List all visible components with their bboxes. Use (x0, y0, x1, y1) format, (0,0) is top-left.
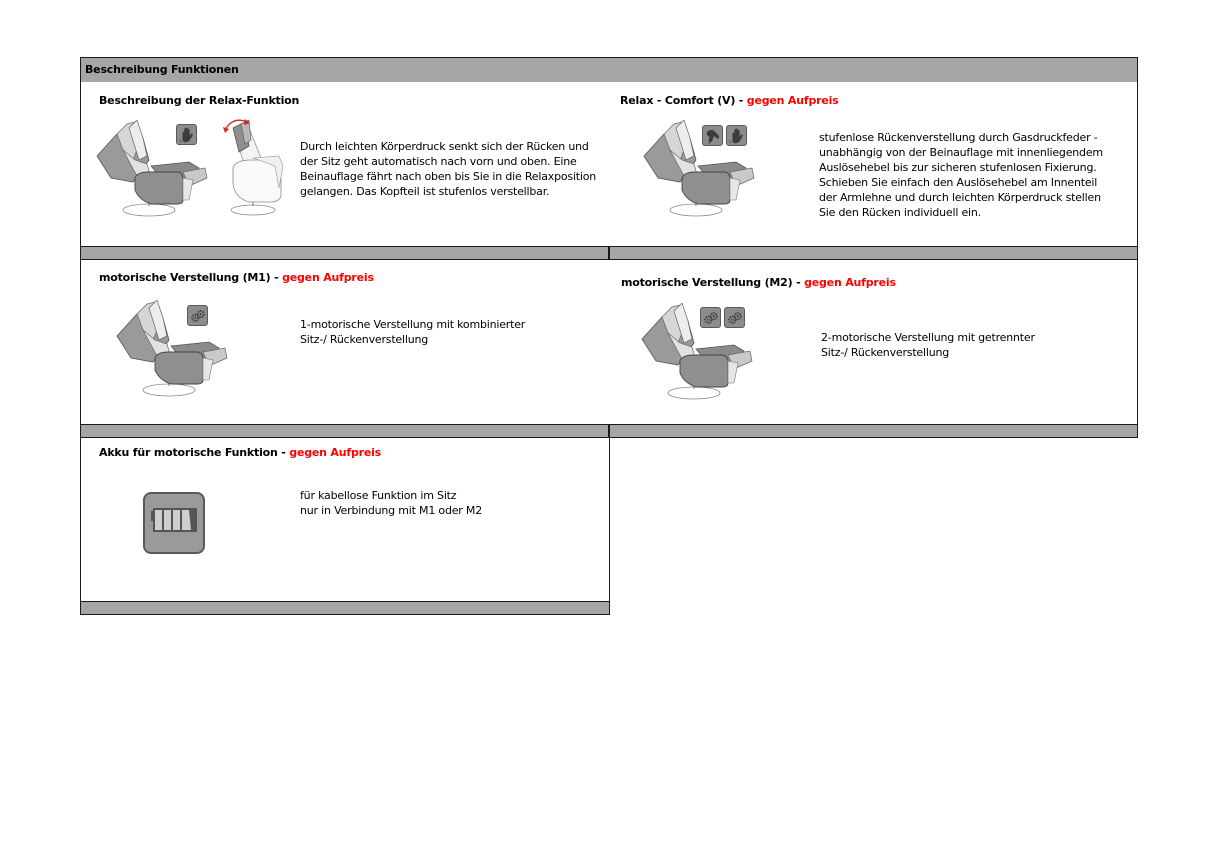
section-title (99, 94, 299, 107)
description-line: Beinauflage fährt nach oben bis Sie in die Relaxposition (300, 170, 597, 183)
section-m2 (608, 260, 1138, 425)
section-title-text: motorische Verstellung (M1) - (99, 271, 283, 284)
description-line: für kabellose Funktion im Sitz (300, 489, 457, 502)
section-description (819, 130, 1103, 220)
section-title (620, 94, 839, 107)
section-description (300, 317, 525, 347)
section-title-text: Beschreibung der Relax-Funktion (99, 94, 300, 107)
motor-gears-icon (700, 307, 721, 328)
section-title-text: Relax - Comfort (V) - (620, 94, 747, 107)
hand-push-icon (176, 124, 197, 145)
price-note: gegen Aufpreis (282, 271, 374, 284)
table-title: Beschreibung Funktionen (85, 63, 239, 76)
recliner-chair-illustration (109, 300, 231, 400)
hand-push-icon (726, 125, 747, 146)
description-line: unabhängig von der Beinauflage mit innenliegendem (819, 146, 1103, 159)
description-line: Sitz-/ Rückenverstellung (300, 333, 429, 346)
description-line: 1-motorische Verstellung mit kombinierter (300, 318, 526, 331)
section-title-text: motorische Verstellung (M2) - (621, 276, 805, 289)
description-line: Durch leichten Körperdruck senkt sich der Rücken und (300, 140, 589, 153)
description-line: 2-motorische Verstellung mit getrennter (821, 331, 1035, 344)
section-description (300, 488, 482, 518)
section-title (621, 276, 896, 289)
row-separator (80, 601, 610, 615)
table-header (80, 57, 1138, 83)
description-line: Auslösehebel bis zur sicheren stufenlosen Fixierung. (819, 161, 1097, 174)
section-title (99, 271, 374, 284)
lever-hand-icon (702, 125, 723, 146)
description-line: Sie den Rücken individuell ein. (819, 206, 981, 219)
motor-gears-icon (724, 307, 745, 328)
column-divider (608, 246, 610, 260)
section-relax-comfort (608, 82, 1138, 247)
description-line: der Sitz geht automatisch nach vorn und oben. Eine (300, 155, 577, 168)
section-title-text: Akku für motorische Funktion - (99, 446, 290, 459)
description-line: Schieben Sie einfach den Auslösehebel am Innenteil (819, 176, 1098, 189)
battery-icon (143, 492, 205, 554)
section-description (821, 330, 1035, 360)
description-line: der Armlehne und durch leichten Körperdruck stellen (819, 191, 1101, 204)
price-note: gegen Aufpreis (289, 446, 382, 459)
section-m1 (80, 260, 610, 425)
description-line: nur in Verbindung mit M1 oder M2 (300, 504, 483, 517)
description-line: stufenlose Rückenverstellung durch Gasdruckfeder - (819, 131, 1098, 144)
column-divider (608, 424, 610, 438)
price-note: gegen Aufpreis (804, 276, 896, 289)
section-akku (80, 438, 610, 602)
description-line: Sitz-/ Rückenverstellung (821, 346, 950, 359)
price-note: gegen Aufpreis (746, 94, 839, 107)
motor-gears-icon (187, 305, 208, 326)
description-line: gelangen. Das Kopfteil ist stufenlos verstellbar. (300, 185, 550, 198)
section-relax (80, 82, 610, 247)
section-description (300, 139, 596, 199)
section-title (99, 446, 381, 459)
upright-chair-illustration (223, 118, 289, 216)
